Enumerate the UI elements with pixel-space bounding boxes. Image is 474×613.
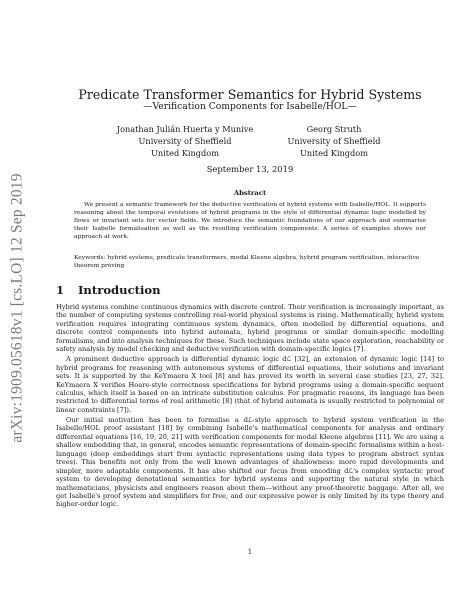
paper-date: September 13, 2019: [206, 164, 294, 174]
author-affiliation: University of Sheffield: [138, 135, 232, 146]
section-number: 1: [56, 283, 65, 297]
paper-title: Predicate Transformer Semantics for Hybrid Systems: [78, 87, 422, 102]
section-title: Introduction: [78, 283, 161, 297]
keywords-text: Keywords: hybrid systems, predicate transformers, modal Kleene algebra, hybrid program verification, interactive theorem proving: [74, 254, 420, 269]
paragraph: Hybrid systems combine continuous dynamics with discrete control. Their verification is increasingly important, as the number of computing systems controlling real-world physical systems is rising. Mathematically, hybrid system verification requires integrating continuous system dynamics, often modelled by differential equations, and discrete control components into hybrid automata, hybrid programs or similar domain-specific modelling formalisms, and into analysis techniques for these. Such techniques include state space exploration, reachability or safety analysis by model checking and deductive verification with domain-specific logics [7].: [56, 303, 444, 354]
author-name: Jonathan Julián Huerta y Munive: [116, 124, 254, 134]
author-1: [100, 124, 270, 159]
arxiv-identifier-text: arXiv:1909.05618v1 [cs.LO] 12 Sep 2019: [9, 172, 27, 443]
page-number: 1: [247, 548, 253, 556]
author-country: United Kingdom: [151, 147, 219, 158]
section-heading: [56, 283, 444, 297]
author-2: [274, 124, 394, 159]
paper-subtitle: —Verification Components for Isabelle/HOL—: [143, 101, 357, 112]
abstract-text: We present a semantic framework for the deductive verification of hybrid systems with Isabelle/HOL. It supports reasoning about the temporal evolutions of hybrid programs in the style of differential dynamic logic modelled by flows or invariant sets for vector fields. We introduce the semantic foundations of our approach and summarise their Isabelle formalisation as well as the resulting verification components. A series of examples shows our approach at work.: [74, 201, 426, 240]
paragraph: Our initial motivation has been to formalise a dℒ-style approach to hybrid system verification in the Isabelle/HOL proof assistant [18] by combining Isabelle's mathematical components for analysis and ordinary differential equations [16, 19, 20, 21] with verification components for modal Kleene algebras [11]. We are using a shallow embedding that, in general, encodes semantic representations of domain-specific formalisms within a host-language (deep embeddings start from syntactic representations using data types to program abstract syntax trees). This benefits not only from the well known advantages of shallowness: more rapid developments and simpler, more adaptable components. It has also shifted our focus from encoding dℒ's complex syntactic proof system to developing denotational semantics for hybrid systems and supporting the natural style in which mathematicians, physicists and engineers reason about them—without any proof-theoretic baggage. After all, we get Isabelle's proof system and simplifiers for free, and our expressive power is only limited by its type theory and higher-order logic.: [56, 415, 444, 509]
author-affiliation: University of Sheffield: [287, 135, 381, 146]
paragraph: A prominent deductive approach is differential dynamic logic dℒ [32], an extension of dynamic logic [14] to hybrid programs for reasoning with autonomous systems of differential equations, their solutions and invariant sets. It is supported by the KeYmaera X tool [8] and has proved its worth in several case studies [23, 27, 32]. KeYmaera X verifies Hoare-style correctness specifications for hybrid programs using a domain-specific sequent calculus, which itself is based on an intricate substitution calculus. For pragmatic reasons, its language has been restricted to differential terms of real arithmetic [8] (that of hybrid automata is usually restricted to polynomial or linear constraints [7]).: [56, 355, 444, 414]
section-body: [56, 303, 444, 510]
arxiv-identifier-stamp: [8, 150, 28, 465]
author-name: Georg Struth: [306, 124, 362, 134]
author-country: United Kingdom: [300, 147, 368, 158]
abstract-heading: Abstract: [233, 189, 267, 197]
